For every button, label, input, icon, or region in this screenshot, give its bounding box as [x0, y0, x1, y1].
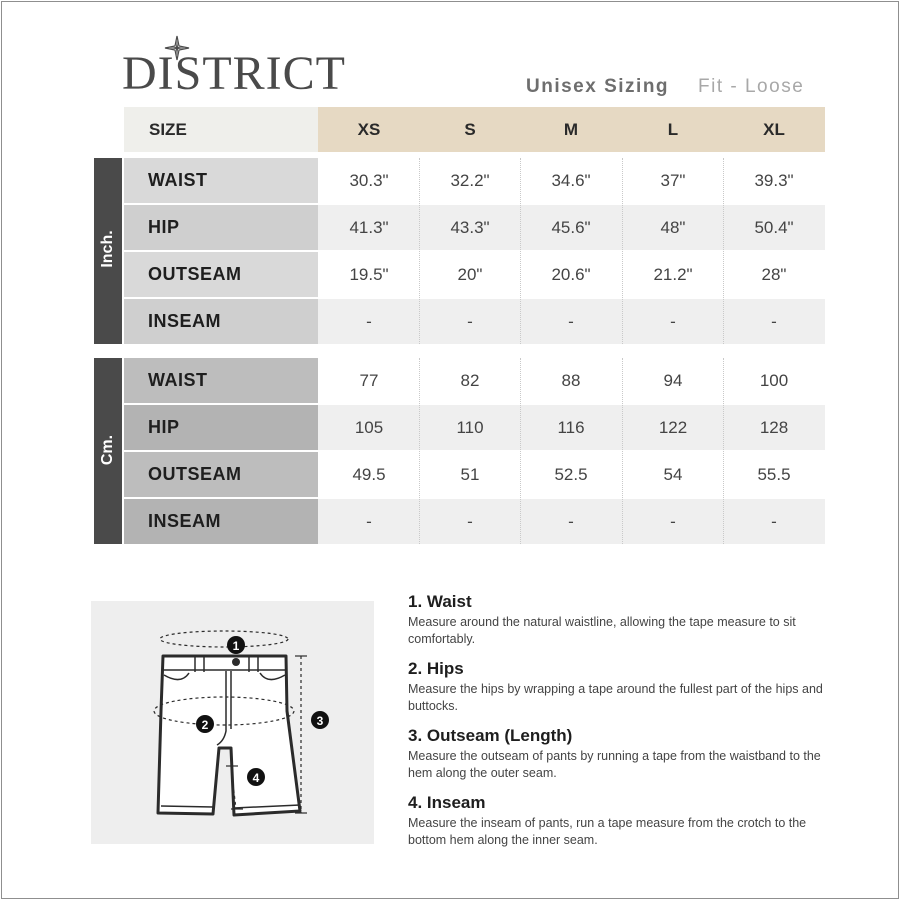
marker-1: 1: [232, 639, 240, 653]
size-header-xs: XS: [318, 107, 420, 152]
column-divider: [520, 358, 521, 544]
instruction-outseam: [408, 726, 828, 782]
instruction-hips: [408, 659, 828, 715]
instruction-text: Measure the hips by wrapping a tape around the fullest part of the hips and buttocks.: [408, 682, 823, 713]
table-cell: 50.4": [723, 205, 825, 250]
brand-logo: DISTRICT: [122, 47, 346, 100]
size-header-label: SIZE: [124, 107, 318, 152]
cm-section-label: Cm.: [99, 434, 116, 466]
table-cell: 37": [622, 158, 724, 203]
instruction-title: 1. Waist: [408, 592, 472, 611]
table-cell: -: [318, 499, 420, 544]
instruction-text: Measure the inseam of pants, run a tape measure from the crotch to the bottom hem along the inner seam.: [408, 816, 807, 847]
table-cell: 28": [723, 252, 825, 297]
table-cell: 19.5": [318, 252, 420, 297]
table-cell: -: [622, 499, 724, 544]
table-cell: 48": [622, 205, 724, 250]
table-cell: 94: [622, 358, 724, 403]
column-divider: [723, 158, 724, 344]
table-cell: 45.6": [520, 205, 622, 250]
table-cell: 122: [622, 405, 724, 450]
row-label-inseam: INSEAM: [124, 499, 318, 544]
table-cell: 88: [520, 358, 622, 403]
inch-section-label: Inch.: [99, 230, 116, 268]
marker-4: 4: [252, 771, 260, 785]
row-label-hip: HIP: [124, 405, 318, 450]
table-cell: -: [723, 499, 825, 544]
table-cell: 34.6": [520, 158, 622, 203]
row-label-hip: HIP: [124, 205, 318, 250]
table-cell: 77: [318, 358, 420, 403]
table-cell: 21.2": [622, 252, 724, 297]
column-divider: [419, 358, 420, 544]
table-cell: 49.5: [318, 452, 420, 497]
marker-2: 2: [201, 718, 209, 732]
size-header-xl: XL: [723, 107, 825, 152]
sizing-label: Unisex Sizing: [526, 76, 670, 97]
row-label-outseam: OUTSEAM: [124, 452, 318, 497]
table-cell: 52.5: [520, 452, 622, 497]
instruction-inseam: [408, 793, 828, 849]
instruction-text: Measure around the natural waistline, allowing the tape measure to sit comfortably.: [408, 615, 796, 646]
column-divider: [520, 158, 521, 344]
instruction-title: 4. Inseam: [408, 793, 486, 812]
table-cell: 54: [622, 452, 724, 497]
table-cell: 82: [419, 358, 521, 403]
table-cell: 105: [318, 405, 420, 450]
row-label-waist: WAIST: [124, 358, 318, 403]
column-divider: [419, 158, 420, 344]
table-cell: 32.2": [419, 158, 521, 203]
table-cell: 51: [419, 452, 521, 497]
instruction-waist: [408, 592, 828, 648]
table-cell: 20": [419, 252, 521, 297]
table-cell: 110: [419, 405, 521, 450]
size-header-s: S: [419, 107, 521, 152]
column-divider: [723, 358, 724, 544]
size-header-m: M: [520, 107, 622, 152]
row-label-outseam: OUTSEAM: [124, 252, 318, 297]
table-cell: -: [318, 299, 420, 344]
shorts-diagram: [91, 601, 374, 844]
column-divider: [622, 158, 623, 344]
instruction-text: Measure the outseam of pants by running a tape from the waistband to the hem along the outer seam.: [408, 749, 821, 780]
size-header-l: L: [622, 107, 724, 152]
table-cell: -: [419, 499, 521, 544]
table-cell: 100: [723, 358, 825, 403]
table-cell: 20.6": [520, 252, 622, 297]
instruction-title: 3. Outseam (Length): [408, 726, 573, 745]
table-cell: -: [520, 299, 622, 344]
table-cell: 39.3": [723, 158, 825, 203]
table-cell: 55.5: [723, 452, 825, 497]
marker-3: 3: [316, 714, 324, 728]
table-cell: 128: [723, 405, 825, 450]
table-cell: -: [622, 299, 724, 344]
table-cell: 116: [520, 405, 622, 450]
column-divider: [622, 358, 623, 544]
table-cell: -: [419, 299, 521, 344]
table-cell: -: [520, 499, 622, 544]
row-label-waist: WAIST: [124, 158, 318, 203]
instruction-title: 2. Hips: [408, 659, 464, 678]
table-cell: -: [723, 299, 825, 344]
fit-label: Fit - Loose: [698, 76, 805, 97]
row-label-inseam: INSEAM: [124, 299, 318, 344]
table-cell: 43.3": [419, 205, 521, 250]
table-cell: 41.3": [318, 205, 420, 250]
table-cell: 30.3": [318, 158, 420, 203]
